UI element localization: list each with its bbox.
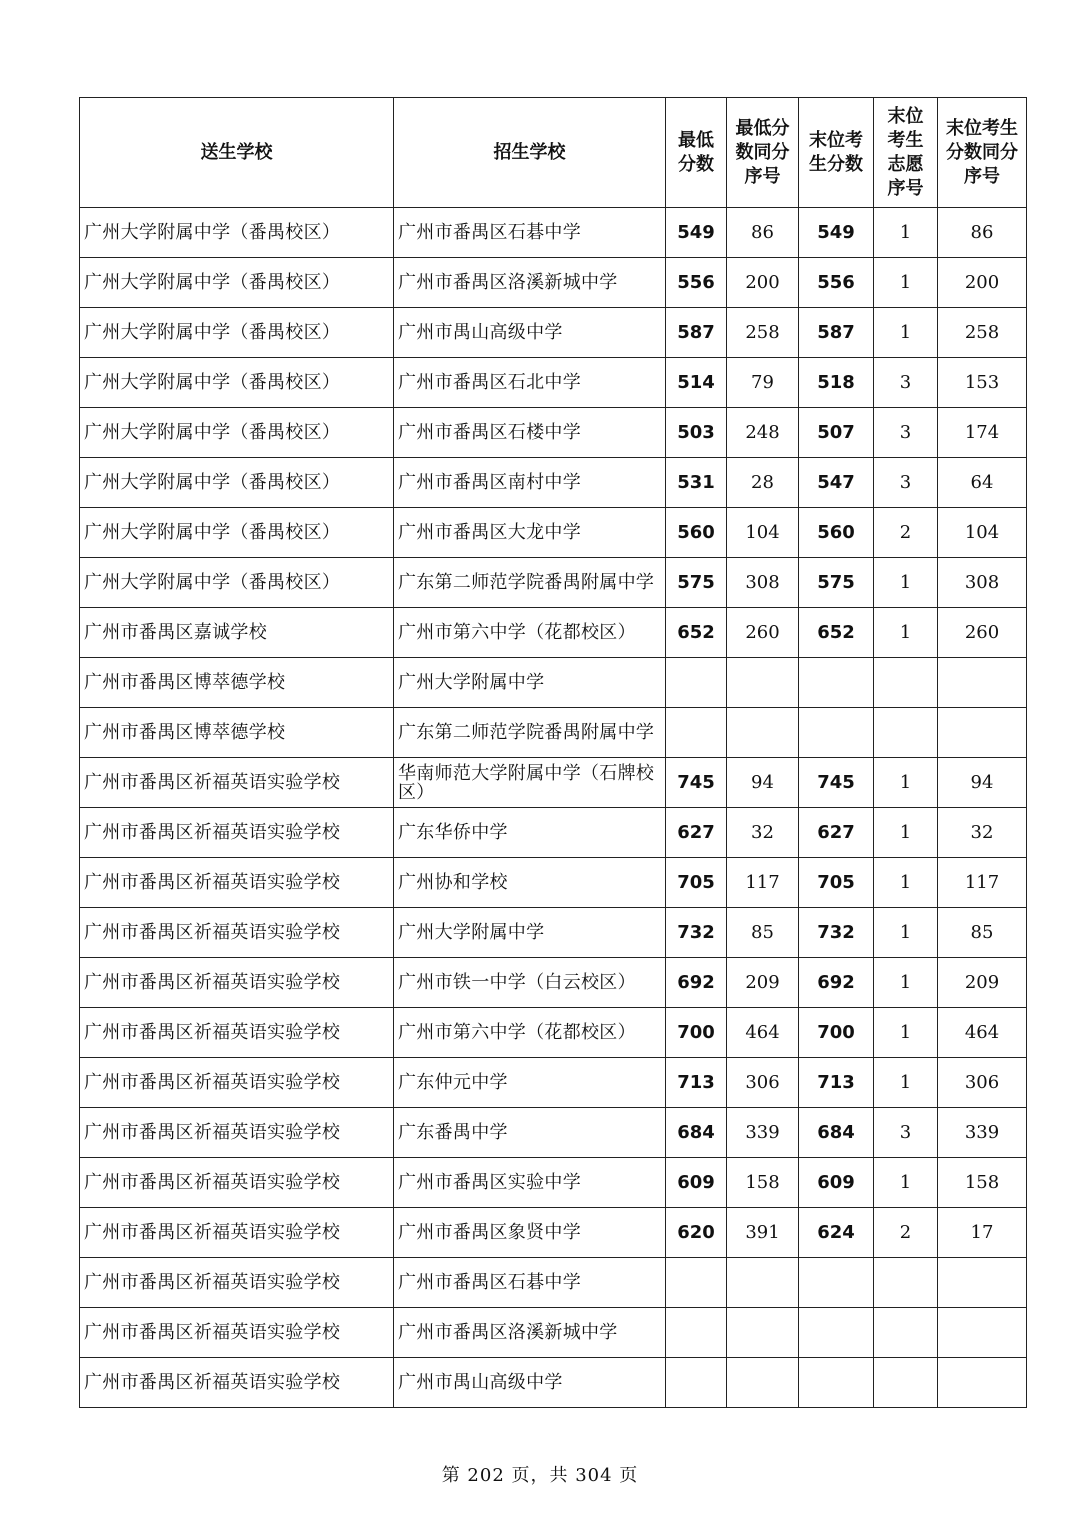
admission-score-table: [79, 97, 1027, 1408]
last-tie-cell: 158: [938, 1158, 1027, 1208]
admitting-school-cell: 广东华侨中学: [394, 808, 666, 858]
last-score-cell: [799, 1358, 874, 1408]
table-row: [80, 1308, 1027, 1358]
header-last-student-choice-number: 末位考生志愿序号: [874, 98, 938, 208]
sending-school-cell: 广州大学附属中学（番禺校区）: [80, 308, 394, 358]
admitting-school-cell: 广州市番禺区石北中学: [394, 358, 666, 408]
last-choice-cell: 1: [874, 558, 938, 608]
last-tie-cell: 339: [938, 1108, 1027, 1158]
last-tie-cell: [938, 1258, 1027, 1308]
sending-school-cell: 广州市番禺区祈福英语实验学校: [80, 908, 394, 958]
min-score-tie-cell: 85: [727, 908, 799, 958]
table-row: [80, 408, 1027, 458]
table-row: [80, 1208, 1027, 1258]
min-score-tie-cell: 258: [727, 308, 799, 358]
last-choice-cell: 1: [874, 208, 938, 258]
sending-school-cell: 广州市番禺区祈福英语实验学校: [80, 958, 394, 1008]
header-min-score: 最低分数: [666, 98, 727, 208]
min-score-tie-cell: 308: [727, 558, 799, 608]
last-tie-cell: 258: [938, 308, 1027, 358]
min-score-cell: [666, 1358, 727, 1408]
last-choice-cell: 2: [874, 508, 938, 558]
last-tie-cell: 174: [938, 408, 1027, 458]
last-score-cell: 560: [799, 508, 874, 558]
min-score-cell: [666, 1308, 727, 1358]
admitting-school-cell: 广州市第六中学（花都校区）: [394, 608, 666, 658]
last-choice-cell: 3: [874, 408, 938, 458]
sending-school-cell: 广州市番禺区祈福英语实验学校: [80, 1108, 394, 1158]
min-score-cell: 700: [666, 1008, 727, 1058]
min-score-cell: [666, 708, 727, 758]
sending-school-cell: 广州市番禺区祈福英语实验学校: [80, 1208, 394, 1258]
sending-school-cell: 广州市番禺区祈福英语实验学校: [80, 1358, 394, 1408]
min-score-cell: [666, 658, 727, 708]
last-score-cell: 507: [799, 408, 874, 458]
table-row: [80, 258, 1027, 308]
table-row: [80, 1358, 1027, 1408]
last-tie-cell: [938, 658, 1027, 708]
sending-school-cell: 广州市番禺区博萃德学校: [80, 658, 394, 708]
table-row: [80, 208, 1027, 258]
min-score-tie-cell: [727, 1358, 799, 1408]
last-choice-cell: 1: [874, 908, 938, 958]
last-score-cell: 745: [799, 758, 874, 808]
admitting-school-cell: 广东番禺中学: [394, 1108, 666, 1158]
min-score-tie-cell: 32: [727, 808, 799, 858]
admitting-school-cell: 广州市番禺区石碁中学: [394, 1258, 666, 1308]
last-score-cell: 627: [799, 808, 874, 858]
last-score-cell: [799, 1258, 874, 1308]
header-last-student-score: 末位考生分数: [799, 98, 874, 208]
sending-school-cell: 广州市番禺区祈福英语实验学校: [80, 1008, 394, 1058]
admitting-school-cell: 广州市番禺区洛溪新城中学: [394, 258, 666, 308]
last-score-cell: 732: [799, 908, 874, 958]
last-choice-cell: 1: [874, 858, 938, 908]
table-row: [80, 1258, 1027, 1308]
admitting-school-cell: 广东仲元中学: [394, 1058, 666, 1108]
admitting-school-cell: 华南师范大学附属中学（石牌校区）: [394, 758, 666, 808]
min-score-cell: 556: [666, 258, 727, 308]
sending-school-cell: 广州市番禺区嘉诚学校: [80, 608, 394, 658]
min-score-cell: 514: [666, 358, 727, 408]
sending-school-cell: 广州大学附属中学（番禺校区）: [80, 358, 394, 408]
sending-school-cell: 广州大学附属中学（番禺校区）: [80, 458, 394, 508]
last-score-cell: 587: [799, 308, 874, 358]
last-choice-cell: 3: [874, 358, 938, 408]
min-score-cell: 549: [666, 208, 727, 258]
admitting-school-cell: 广州市番禺区石碁中学: [394, 208, 666, 258]
min-score-tie-cell: 464: [727, 1008, 799, 1058]
min-score-tie-cell: 79: [727, 358, 799, 408]
last-score-cell: 609: [799, 1158, 874, 1208]
last-choice-cell: [874, 1358, 938, 1408]
min-score-cell: 705: [666, 858, 727, 908]
last-score-cell: 518: [799, 358, 874, 408]
min-score-cell: 620: [666, 1208, 727, 1258]
last-choice-cell: 2: [874, 1208, 938, 1258]
min-score-cell: 575: [666, 558, 727, 608]
sending-school-cell: 广州大学附属中学（番禺校区）: [80, 408, 394, 458]
table-row: [80, 308, 1027, 358]
min-score-cell: 503: [666, 408, 727, 458]
table-row: [80, 808, 1027, 858]
table-body: [80, 208, 1027, 1408]
page-number-footer: 第 202 页，共 304 页: [441, 1465, 639, 1486]
last-score-cell: 556: [799, 258, 874, 308]
last-tie-cell: [938, 1358, 1027, 1408]
min-score-cell: 684: [666, 1108, 727, 1158]
sending-school-cell: 广州大学附属中学（番禺校区）: [80, 258, 394, 308]
sending-school-cell: 广州市番禺区祈福英语实验学校: [80, 1158, 394, 1208]
last-choice-cell: [874, 1258, 938, 1308]
last-score-cell: 700: [799, 1008, 874, 1058]
last-tie-cell: 209: [938, 958, 1027, 1008]
table-row: [80, 908, 1027, 958]
min-score-tie-cell: 200: [727, 258, 799, 308]
admitting-school-cell: 广东第二师范学院番禺附属中学: [394, 558, 666, 608]
last-score-cell: 547: [799, 458, 874, 508]
last-score-cell: 705: [799, 858, 874, 908]
last-score-cell: 549: [799, 208, 874, 258]
sending-school-cell: 广州市番禺区祈福英语实验学校: [80, 808, 394, 858]
min-score-cell: 732: [666, 908, 727, 958]
table-row: [80, 1058, 1027, 1108]
last-choice-cell: 1: [874, 258, 938, 308]
last-choice-cell: 1: [874, 608, 938, 658]
header-min-score-tie-number: 最低分数同分序号: [727, 98, 799, 208]
min-score-tie-cell: 117: [727, 858, 799, 908]
last-choice-cell: 3: [874, 458, 938, 508]
last-tie-cell: 64: [938, 458, 1027, 508]
table-row: [80, 608, 1027, 658]
last-tie-cell: 260: [938, 608, 1027, 658]
table-row: [80, 758, 1027, 808]
last-tie-cell: 153: [938, 358, 1027, 408]
last-choice-cell: 1: [874, 1058, 938, 1108]
last-tie-cell: 104: [938, 508, 1027, 558]
last-choice-cell: 1: [874, 1008, 938, 1058]
admitting-school-cell: 广州市禺山高级中学: [394, 308, 666, 358]
table-row: [80, 1158, 1027, 1208]
min-score-cell: [666, 1258, 727, 1308]
admitting-school-cell: 广东第二师范学院番禺附属中学: [394, 708, 666, 758]
table-row: [80, 458, 1027, 508]
min-score-tie-cell: 104: [727, 508, 799, 558]
last-score-cell: [799, 658, 874, 708]
last-score-cell: 692: [799, 958, 874, 1008]
admitting-school-cell: 广州市番禺区洛溪新城中学: [394, 1308, 666, 1358]
sending-school-cell: 广州市番禺区博萃德学校: [80, 708, 394, 758]
last-tie-cell: 308: [938, 558, 1027, 608]
min-score-tie-cell: [727, 1258, 799, 1308]
min-score-tie-cell: 209: [727, 958, 799, 1008]
sending-school-cell: 广州市番禺区祈福英语实验学校: [80, 858, 394, 908]
admitting-school-cell: 广州大学附属中学: [394, 908, 666, 958]
last-choice-cell: [874, 708, 938, 758]
last-choice-cell: 1: [874, 758, 938, 808]
last-choice-cell: 1: [874, 1158, 938, 1208]
min-score-tie-cell: 306: [727, 1058, 799, 1108]
min-score-cell: 560: [666, 508, 727, 558]
header-sending-school: 送生学校: [80, 98, 394, 208]
table-row: [80, 558, 1027, 608]
admitting-school-cell: 广州协和学校: [394, 858, 666, 908]
admitting-school-cell: 广州市番禺区象贤中学: [394, 1208, 666, 1258]
min-score-tie-cell: 248: [727, 408, 799, 458]
admitting-school-cell: 广州市第六中学（花都校区）: [394, 1008, 666, 1058]
last-tie-cell: 32: [938, 808, 1027, 858]
admitting-school-cell: 广州市铁一中学（白云校区）: [394, 958, 666, 1008]
last-tie-cell: 86: [938, 208, 1027, 258]
min-score-tie-cell: 86: [727, 208, 799, 258]
sending-school-cell: 广州市番禺区祈福英语实验学校: [80, 1308, 394, 1358]
sending-school-cell: 广州市番禺区祈福英语实验学校: [80, 1058, 394, 1108]
last-score-cell: [799, 1308, 874, 1358]
header-last-student-tie-number: 末位考生分数同分序号: [938, 98, 1027, 208]
min-score-tie-cell: [727, 1308, 799, 1358]
min-score-tie-cell: [727, 708, 799, 758]
admitting-school-cell: 广州大学附属中学: [394, 658, 666, 708]
header-row: [80, 98, 1027, 208]
min-score-tie-cell: [727, 658, 799, 708]
sending-school-cell: 广州市番禺区祈福英语实验学校: [80, 758, 394, 808]
last-score-cell: 575: [799, 558, 874, 608]
min-score-cell: 609: [666, 1158, 727, 1208]
last-tie-cell: 85: [938, 908, 1027, 958]
last-tie-cell: 306: [938, 1058, 1027, 1108]
last-tie-cell: [938, 708, 1027, 758]
sending-school-cell: 广州大学附属中学（番禺校区）: [80, 558, 394, 608]
min-score-cell: 713: [666, 1058, 727, 1108]
sending-school-cell: 广州大学附属中学（番禺校区）: [80, 208, 394, 258]
table-row: [80, 658, 1027, 708]
last-choice-cell: [874, 1308, 938, 1358]
header-admitting-school: 招生学校: [394, 98, 666, 208]
last-choice-cell: 1: [874, 958, 938, 1008]
table-row: [80, 1108, 1027, 1158]
last-score-cell: 652: [799, 608, 874, 658]
min-score-tie-cell: 94: [727, 758, 799, 808]
table-row: [80, 508, 1027, 558]
last-choice-cell: 1: [874, 308, 938, 358]
table-row: [80, 1008, 1027, 1058]
admitting-school-cell: 广州市番禺区大龙中学: [394, 508, 666, 558]
min-score-tie-cell: 391: [727, 1208, 799, 1258]
last-score-cell: [799, 708, 874, 758]
admitting-school-cell: 广州市番禺区实验中学: [394, 1158, 666, 1208]
min-score-cell: 692: [666, 958, 727, 1008]
min-score-tie-cell: 28: [727, 458, 799, 508]
min-score-cell: 652: [666, 608, 727, 658]
min-score-cell: 531: [666, 458, 727, 508]
table-row: [80, 958, 1027, 1008]
last-score-cell: 684: [799, 1108, 874, 1158]
min-score-tie-cell: 339: [727, 1108, 799, 1158]
last-tie-cell: 200: [938, 258, 1027, 308]
table-row: [80, 858, 1027, 908]
min-score-tie-cell: 260: [727, 608, 799, 658]
last-tie-cell: 464: [938, 1008, 1027, 1058]
last-tie-cell: 94: [938, 758, 1027, 808]
table-row: [80, 708, 1027, 758]
last-tie-cell: [938, 1308, 1027, 1358]
sending-school-cell: 广州市番禺区祈福英语实验学校: [80, 1258, 394, 1308]
last-choice-cell: [874, 658, 938, 708]
admitting-school-cell: 广州市番禺区南村中学: [394, 458, 666, 508]
min-score-cell: 745: [666, 758, 727, 808]
admitting-school-cell: 广州市番禺区石楼中学: [394, 408, 666, 458]
sending-school-cell: 广州大学附属中学（番禺校区）: [80, 508, 394, 558]
last-score-cell: 713: [799, 1058, 874, 1108]
min-score-cell: 627: [666, 808, 727, 858]
min-score-tie-cell: 158: [727, 1158, 799, 1208]
last-score-cell: 624: [799, 1208, 874, 1258]
last-choice-cell: 1: [874, 808, 938, 858]
last-choice-cell: 3: [874, 1108, 938, 1158]
table-row: [80, 358, 1027, 408]
last-tie-cell: 117: [938, 858, 1027, 908]
admitting-school-cell: 广州市禺山高级中学: [394, 1358, 666, 1408]
min-score-cell: 587: [666, 308, 727, 358]
last-tie-cell: 17: [938, 1208, 1027, 1258]
